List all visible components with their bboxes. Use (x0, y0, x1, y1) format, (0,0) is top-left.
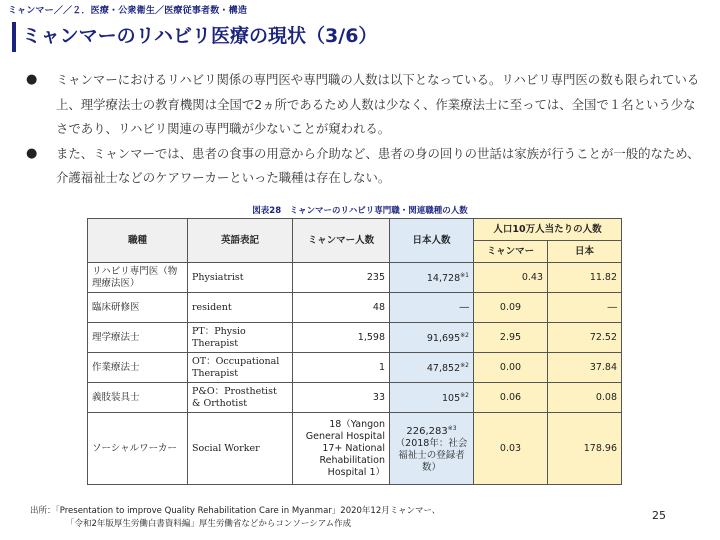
cell-myanmar: 48 (293, 293, 390, 323)
cell-job: 作業療法士 (88, 353, 188, 383)
cell-japan-per100k: ― (548, 293, 622, 323)
cell-english: Social Worker (188, 413, 293, 485)
cell-english: P&O：Prosthetist & Orthotist (188, 383, 293, 413)
page-title: ミャンマーのリハビリ医療の現状（3/6） (22, 25, 378, 47)
bullet-item (22, 68, 702, 142)
bullet-list (22, 68, 702, 191)
bullet-dot-icon: ● (26, 72, 38, 87)
cell-english: resident (188, 293, 293, 323)
cell-myanmar-per100k: 2.95 (474, 323, 548, 353)
breadcrumb: ミャンマー／／２．医療・公衆衛生／医療従事者数・構造 (8, 6, 248, 16)
header-per100k: 人口10万人当たりの人数 (474, 219, 622, 241)
title-accent-bar (12, 22, 16, 52)
table-row (88, 383, 622, 413)
cell-japan: 47,852$^{※2}$ (390, 353, 474, 383)
cell-job: ソーシャルワーカー (88, 413, 188, 485)
cell-job: 臨床研修医 (88, 293, 188, 323)
cell-japan-per100k: 11.82 (548, 263, 622, 293)
cell-myanmar-per100k: 0.09 (474, 293, 548, 323)
table-row (88, 293, 622, 323)
cell-myanmar: 1 (293, 353, 390, 383)
header-job: 職種 (88, 219, 188, 263)
subheader-japan: 日本 (548, 241, 622, 263)
cell-job: 理学療法士 (88, 323, 188, 353)
rehab-staff-table (87, 218, 622, 485)
cell-job: リハビリ専門医（物理療法医） (88, 263, 188, 293)
cell-japan-per100k: 178.96 (548, 413, 622, 485)
cell-japan: 91,695$^{※2}$ (390, 323, 474, 353)
table-row (88, 413, 622, 485)
table-row (88, 323, 622, 353)
cell-english: OT：Occupational Therapist (188, 353, 293, 383)
cell-japan-per100k: 72.52 (548, 323, 622, 353)
bullet-text: ミャンマーにおけるリハビリ関係の専門医や専門職の人数は以下となっている。リハビリ専門医の数も限られている上、理学療法士の教育機関は全国で2ヵ所であるため人数は少なく、作業療法士に至っては、全国で１名という少なさであり、リハビリ関連の専門職が少ないことが窺われる。 (56, 72, 700, 136)
cell-japan-per100k: 37.84 (548, 353, 622, 383)
cell-english: PT：Physio Therapist (188, 323, 293, 353)
bullet-text: また、ミャンマーでは、患者の食事の用意から介助など、患者の身の回りの世話は家族が行うことが一般的なため、介護福祉士などのケアワーカーといった職種は存在しない。 (56, 145, 700, 185)
page-number: 25 (652, 509, 666, 522)
header-myanmar-count: ミャンマー人数 (293, 219, 390, 263)
cell-japan-per100k: 0.08 (548, 383, 622, 413)
table-row (88, 353, 622, 383)
bullet-item (22, 142, 702, 191)
cell-myanmar-per100k: 0.03 (474, 413, 548, 485)
header-japan-count: 日本人数 (390, 219, 474, 263)
cell-myanmar: 33 (293, 383, 390, 413)
header-english: 英語表記 (188, 219, 293, 263)
source-note: 出所：「Presentation to improve Quality Rehabilitation Care in Myanmar」2020年12月ミャンマー、 「令和2年版厚生労働白書資料編」厚生労働省などからコンソーシアム作成 (30, 506, 441, 529)
bullet-dot-icon: ● (26, 145, 38, 161)
cell-myanmar-per100k: 0.00 (474, 353, 548, 383)
cell-english: Physiatrist (188, 263, 293, 293)
cell-myanmar-per100k: 0.06 (474, 383, 548, 413)
subheader-myanmar: ミャンマー (474, 241, 548, 263)
cell-myanmar-per100k: 0.43 (474, 263, 548, 293)
figure-caption: 図表28 ミャンマーのリハビリ専門職・関連職種の人数 (252, 206, 468, 216)
cell-japan: 105$^{※2}$ (390, 383, 474, 413)
cell-myanmar: 1,598 (293, 323, 390, 353)
cell-myanmar: 235 (293, 263, 390, 293)
table-row (88, 263, 622, 293)
cell-japan: 14,728$^{※1}$ (390, 263, 474, 293)
cell-japan: ― (390, 293, 474, 323)
cell-japan: 226,283$^{※3}$ （2018年：社会福祉士の登録者数） (390, 413, 474, 485)
cell-job: 義肢装具士 (88, 383, 188, 413)
cell-myanmar: 18（Yangon General Hospital 17+ National Rehabilitation Hospital 1） (293, 413, 390, 485)
